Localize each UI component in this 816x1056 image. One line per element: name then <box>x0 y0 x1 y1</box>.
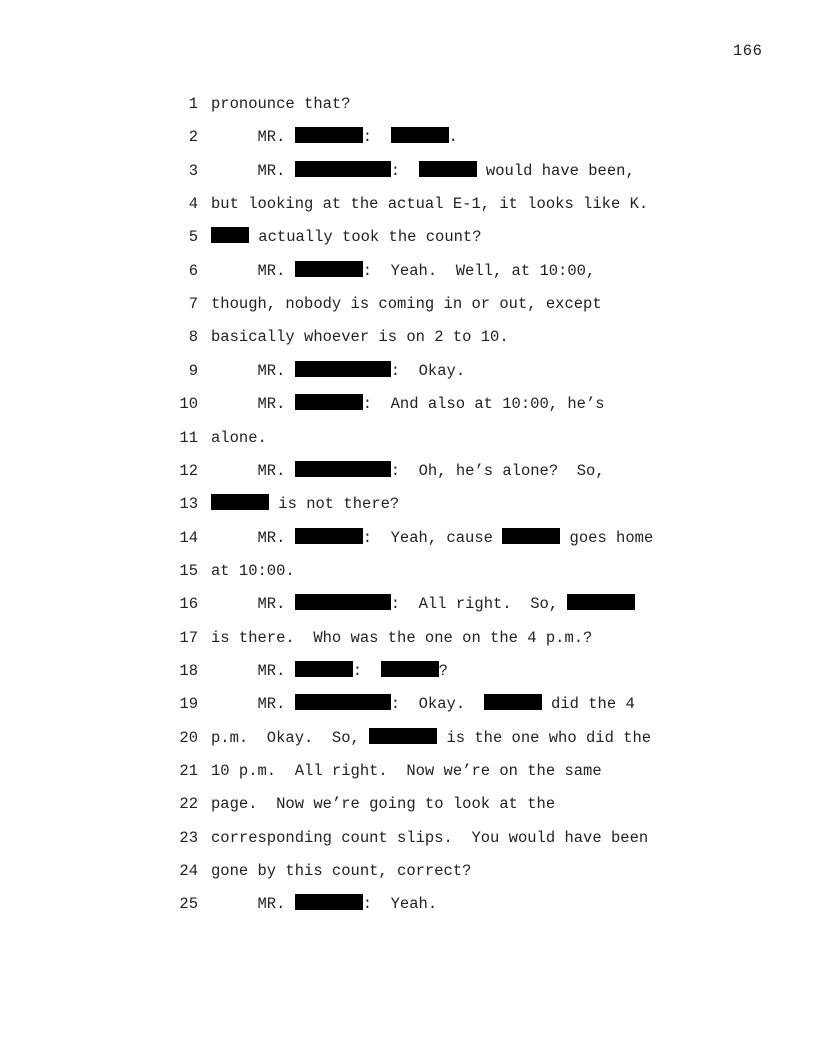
redaction-box <box>295 461 391 477</box>
line-text <box>211 493 399 515</box>
line-text-segment: corresponding count slips. You would have been <box>211 828 649 847</box>
line-text <box>211 460 605 482</box>
line-text-segment: goes home <box>560 528 654 547</box>
redaction-box <box>369 728 437 744</box>
line-text-segment: 10 p.m. All right. Now we’re on the same <box>211 762 602 780</box>
line-number: 19 <box>179 695 198 714</box>
line-number: 15 <box>179 561 198 580</box>
line-text-segment: is the one who did the <box>437 728 652 747</box>
line-text <box>211 93 351 115</box>
line-text <box>211 527 653 549</box>
line-text-segment: but looking at the actual E-1, it looks like K. <box>211 195 649 214</box>
line-text <box>211 760 602 782</box>
line-number: 23 <box>179 828 198 847</box>
line-number: 16 <box>179 595 198 614</box>
redaction-box <box>391 127 449 143</box>
line-number: 21 <box>179 762 198 780</box>
line-text-segment: . <box>448 128 458 147</box>
line-text <box>211 326 509 348</box>
line-number: 9 <box>188 361 198 380</box>
line-number: 24 <box>179 862 198 881</box>
line-text-segment: p.m. Okay. So, <box>211 728 370 747</box>
line-text-segment: MR. <box>211 895 295 914</box>
line-text-segment: MR. <box>211 261 295 280</box>
redaction-box <box>381 661 439 677</box>
line-text <box>211 627 592 649</box>
line-number: 4 <box>188 195 198 214</box>
line-text-segment: is there. Who was the one on the 4 p.m.? <box>211 628 593 647</box>
line-number: 8 <box>188 328 198 347</box>
line-text-segment: : Okay. <box>390 361 466 380</box>
redaction-box <box>502 528 560 544</box>
line-text-segment: : And also at 10:00, he’s <box>362 395 605 414</box>
line-text <box>211 693 635 715</box>
page-number: 166 <box>733 42 763 60</box>
line-number: 2 <box>188 128 198 147</box>
line-text-segment: ? <box>438 661 448 680</box>
line-text-segment: basically whoever is on 2 to 10. <box>211 328 509 347</box>
redaction-box <box>295 394 363 410</box>
line-number: 12 <box>179 461 198 480</box>
line-text-segment: : <box>352 661 381 680</box>
line-text <box>211 393 605 415</box>
redaction-box <box>419 161 477 177</box>
line-text <box>211 260 595 282</box>
line-text-segment: : Yeah. <box>362 895 438 914</box>
line-text-segment: MR. <box>211 528 295 547</box>
line-text-segment: MR. <box>211 695 295 714</box>
line-text <box>211 893 437 915</box>
line-text-segment: MR. <box>211 395 295 414</box>
line-text-segment: : <box>390 161 419 180</box>
line-text-segment: actually took the count? <box>249 228 482 247</box>
line-number: 25 <box>179 895 198 914</box>
line-text <box>211 593 635 615</box>
line-text-segment: : All right. So, <box>390 595 568 614</box>
line-text-segment: : Okay. <box>390 695 484 714</box>
line-text-segment: though, nobody is coming in or out, except <box>211 295 602 314</box>
line-number: 6 <box>188 261 198 280</box>
line-text-segment: at 10:00. <box>211 561 295 580</box>
line-text-segment: : <box>362 128 391 147</box>
redaction-box <box>295 694 391 710</box>
line-number: 18 <box>179 661 198 680</box>
line-number: 5 <box>188 228 198 247</box>
redaction-box <box>567 594 635 610</box>
line-text-segment: pronounce that? <box>211 95 351 113</box>
line-text <box>211 560 295 582</box>
line-text-segment: is not there? <box>269 495 400 514</box>
line-text-segment: : Oh, he’s alone? So, <box>390 461 605 480</box>
line-text-segment: MR. <box>211 361 295 380</box>
line-text-segment: MR. <box>211 461 295 480</box>
line-text <box>211 860 471 882</box>
line-number: 22 <box>179 795 198 814</box>
redaction-box <box>295 261 363 277</box>
redaction-box <box>295 894 363 910</box>
line-text <box>211 293 602 315</box>
line-number: 20 <box>179 728 198 747</box>
redaction-box <box>211 227 249 243</box>
line-text <box>211 160 635 182</box>
line-text-segment: gone by this count, correct? <box>211 862 472 881</box>
line-text <box>211 126 458 148</box>
line-text <box>211 427 267 449</box>
line-text <box>211 193 648 215</box>
line-number: 1 <box>188 95 198 113</box>
line-text-segment: MR. <box>211 661 295 680</box>
line-number: 3 <box>188 161 198 180</box>
line-number: 10 <box>179 395 198 414</box>
line-text-segment: alone. <box>211 428 267 447</box>
line-text-segment: MR. <box>211 161 295 180</box>
line-text-segment: MR. <box>211 128 295 147</box>
redaction-box <box>295 161 391 177</box>
line-text-segment: : Yeah. Well, at 10:00, <box>362 261 596 280</box>
line-text-segment: did the 4 <box>541 695 635 714</box>
redaction-box <box>484 694 542 710</box>
line-text <box>211 226 482 248</box>
line-text <box>211 360 465 382</box>
line-text <box>211 727 651 749</box>
redaction-box <box>295 528 363 544</box>
line-text <box>211 793 555 815</box>
line-text <box>211 827 648 849</box>
line-text-segment: : Yeah, cause <box>362 528 503 547</box>
line-text-segment: page. Now we’re going to look at the <box>211 795 556 814</box>
line-text-segment: MR. <box>211 595 295 614</box>
line-number: 13 <box>179 495 198 514</box>
line-number: 11 <box>179 428 198 447</box>
line-text-segment: would have been, <box>476 161 635 180</box>
line-text <box>211 660 448 682</box>
line-number: 7 <box>188 295 198 314</box>
line-number: 17 <box>179 628 198 647</box>
redaction-box <box>295 361 391 377</box>
redaction-box <box>211 494 269 510</box>
redaction-box <box>295 661 353 677</box>
line-number: 14 <box>179 528 198 547</box>
redaction-box <box>295 594 391 610</box>
redaction-box <box>295 127 363 143</box>
